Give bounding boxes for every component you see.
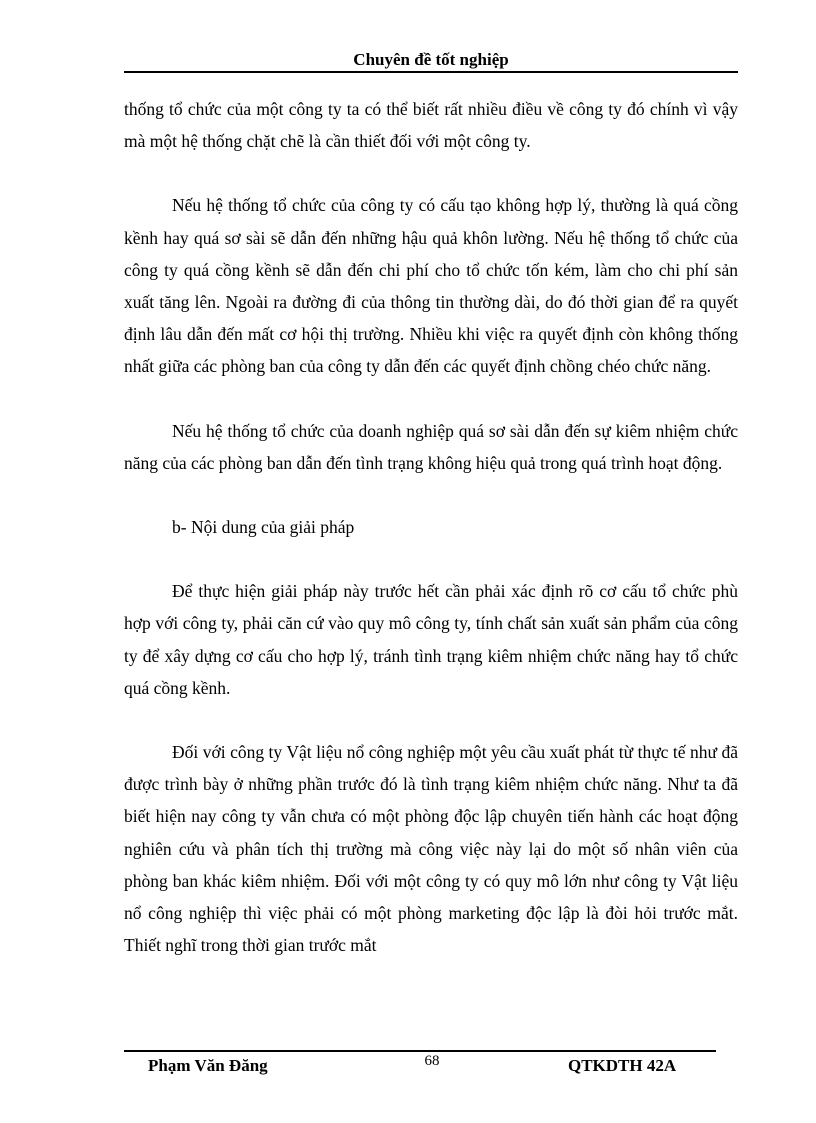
paragraph-complex-structure: Nếu hệ thống tổ chức của công ty có cấu tạo không hợp lý, thường là quá cồng kềnh hay quá sơ sài sẽ dẫn đến những hậu quả khôn lường. Nếu hệ thống tổ chức của công ty quá cồng kềnh sẽ dẫn đến chi phí cho tổ chức tốn kém, làm cho chi phí sản xuất tăng lên. Ngoài ra đường đi của thông tin thường dài, do đó thời gian để ra quyết định lâu dẫn đến mất cơ hội thị trường. Nhiều khi việc ra quyết định còn không thống nhất giữa các phòng ban của công ty dẫn đến các quyết định chồng chéo chức năng. [124, 195, 738, 377]
paragraph-continuation: thống tổ chức của một công ty ta có thể biết rất nhiều điều về công ty đó chính vì vậy mà một hệ thống chặt chẽ là cần thiết đối với một công ty. [124, 99, 738, 152]
header-divider [124, 71, 738, 73]
document-body [124, 93, 738, 993]
paragraph-simple-structure: Nếu hệ thống tổ chức của doanh nghiệp quá sơ sài dẫn đến sự kiêm nhiệm chức năng của các phòng ban dẫn đến tình trạng không hiệu quả trong quá trình hoạt động. [124, 420, 738, 473]
paragraph-solution: Để thực hiện giải pháp này trước hết cần phải xác định rõ cơ cấu tổ chức phù hợp với công ty, phải căn cứ vào quy mô công ty, tính chất sản xuất sản phẩm của công ty để xây dựng cơ cấu cho hợp lý, tránh tình trạng kiêm nhiệm chức năng hay tổ chức quá cồng kềnh. [124, 581, 738, 698]
page-number: 68 [424, 1053, 440, 1069]
paragraph-company-case: Đối với công ty Vật liệu nổ công nghiệp một yêu cầu xuất phát từ thực tế như đã được trình bày ở những phần trước đó là tình trạng kiêm nhiệm chức năng. Như ta đã biết hiện nay công ty vẫn chưa có một phòng độc lập chuyên tiến hành các hoạt động nghiên cứu và phân tích thị trường mà công việc này lại do một số nhân viên của phòng ban khác kiêm nhiệm. Đối với một công ty có quy mô lớn như công ty Vật liệu nổ công nghiệp thì việc phải có một phòng marketing độc lập là đòi hỏi trước mắt. Thiết nghĩ trong thời gian trước mắt [124, 742, 738, 956]
footer-class-code: QTKDTH 42A [568, 1056, 677, 1075]
page-header-title: Chuyên đề tốt nghiệp [353, 50, 509, 69]
section-heading: b- Nội dung của giải pháp [172, 517, 355, 538]
footer-author: Phạm Văn Đăng [148, 1056, 268, 1075]
